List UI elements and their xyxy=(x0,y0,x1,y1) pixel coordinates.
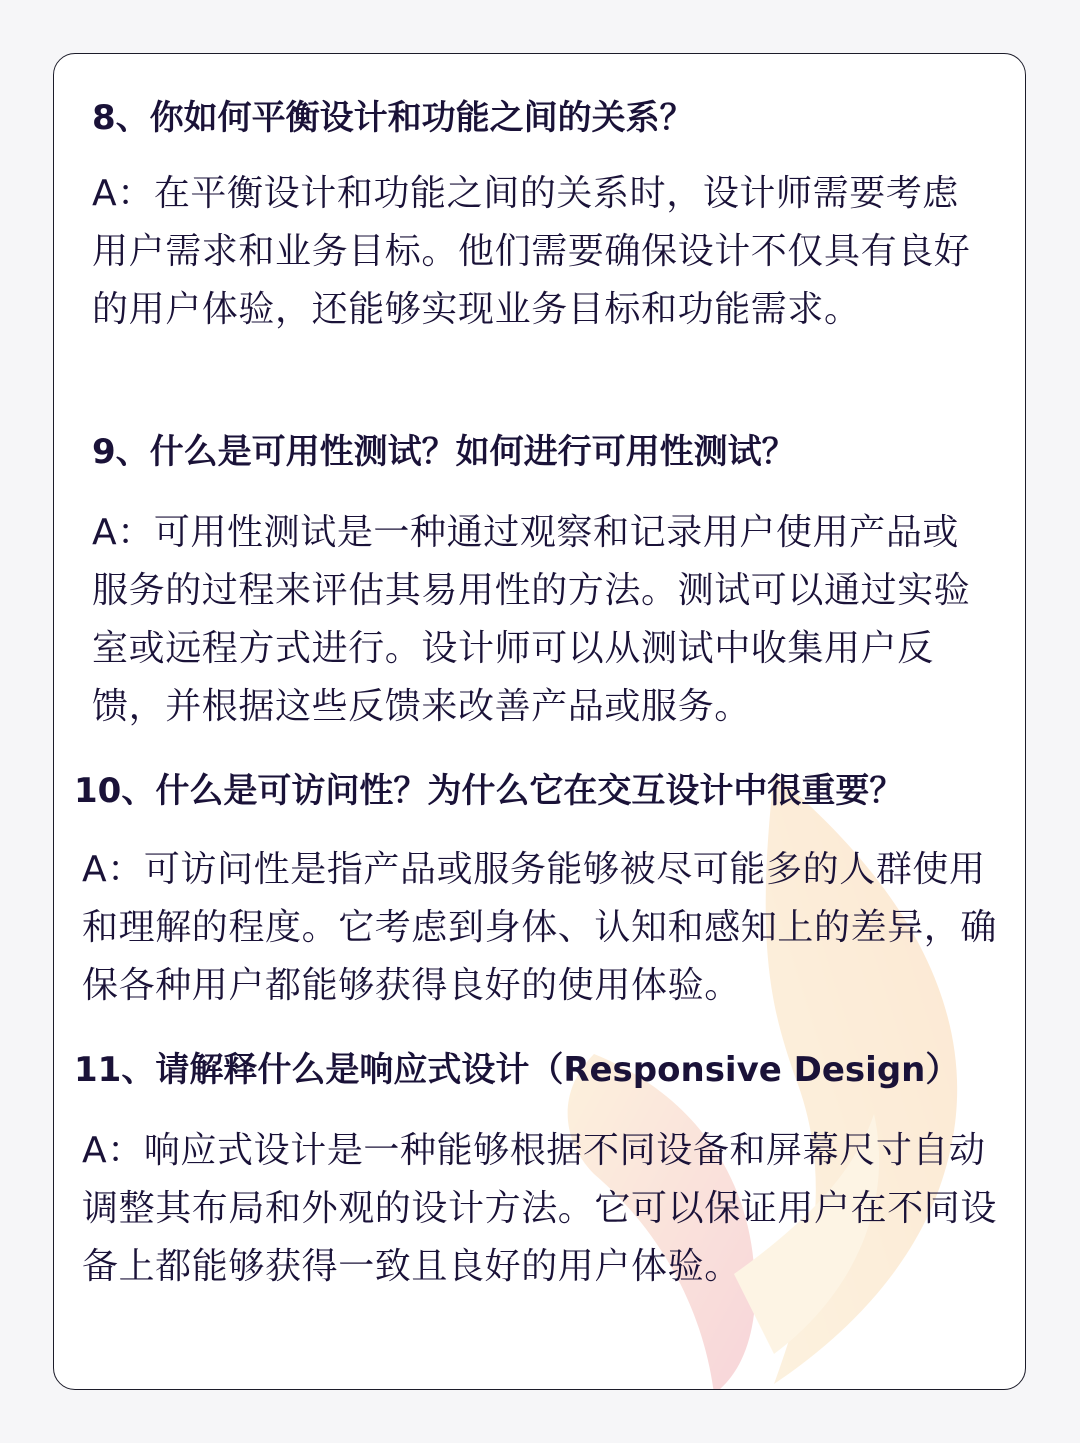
qa-card xyxy=(53,53,1026,1390)
question-11: 11、请解释什么是响应式设计（Responsive Design） xyxy=(74,1050,960,1090)
answer-8: A：在平衡设计和功能之间的关系时，设计师需要考虑用户需求和业务目标。他们需要确保设计不仅具有良好的用户体验，还能够实现业务目标和功能需求。 xyxy=(92,173,971,330)
answer-10: A：可访问性是指产品或服务能够被尽可能多的人群使用和理解的程度。它考虑到身体、认知和感知上的差异，确保各种用户都能够获得良好的使用体验。 xyxy=(82,849,998,1006)
question-9: 9、什么是可用性测试？如何进行可用性测试？ xyxy=(92,432,796,472)
answer-11: A：响应式设计是一种能够根据不同设备和屏幕尺寸自动调整其布局和外观的设计方法。它可以保证用户在不同设备上都能够获得一致且良好的用户体验。 xyxy=(82,1130,998,1287)
answer-9: A：可用性测试是一种通过观察和记录用户使用产品或服务的过程来评估其易用性的方法。测试可以通过实验室或远程方式进行。设计师可以从测试中收集用户反馈，并根据这些反馈来改善产品或服务。 xyxy=(92,512,971,727)
question-10: 10、什么是可访问性？为什么它在交互设计中很重要？ xyxy=(74,771,904,811)
question-8: 8、你如何平衡设计和功能之间的关系？ xyxy=(92,98,694,138)
